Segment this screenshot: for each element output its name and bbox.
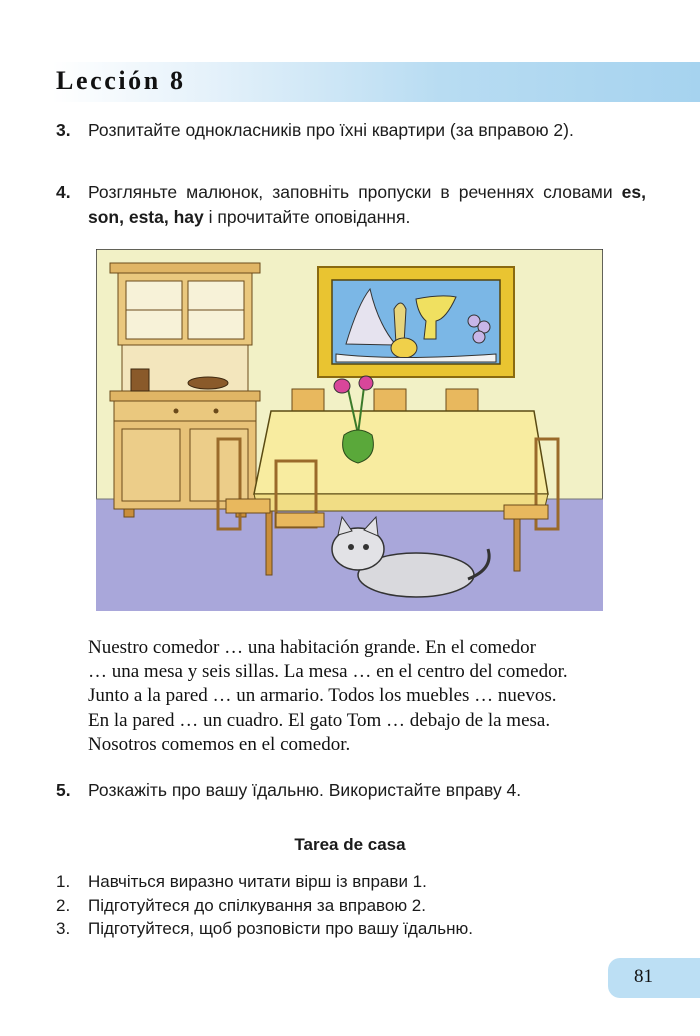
homework-list bbox=[56, 870, 646, 941]
homework-item-text: Підготуйтеся, щоб розповісти про вашу їдальню. bbox=[88, 919, 473, 938]
story-paragraph bbox=[88, 636, 648, 757]
exercise-text: Розкажіть про вашу їдальню. Використайте вправу 4. bbox=[88, 780, 522, 800]
exercise-5 bbox=[56, 778, 646, 803]
homework-item bbox=[56, 894, 646, 918]
homework-item-number: 1. bbox=[56, 872, 71, 891]
exercise-number: 4. bbox=[56, 182, 71, 202]
exercise-text-before: Розгляньте малюнок, заповніть пропуски в реченнях словами bbox=[88, 182, 613, 202]
lesson-title: Lección 8 bbox=[56, 66, 186, 95]
story-line: Junto a la pared … un armario. Todos los muebles … nuevos. bbox=[88, 685, 557, 707]
exercise-4 bbox=[56, 180, 646, 230]
homework-item-number: 2. bbox=[56, 895, 71, 915]
story-line: En la pared … un cuadro. El gato Tom … debajo de la mesa. bbox=[88, 709, 551, 731]
exercise-text-after: і прочитайте оповідання. bbox=[208, 207, 411, 227]
exercise-3 bbox=[56, 118, 646, 143]
dining-room-illustration bbox=[96, 249, 603, 611]
homework-item bbox=[56, 870, 646, 894]
homework-item-number: 3. bbox=[56, 919, 71, 938]
homework-title: Tarea de casa bbox=[294, 835, 406, 854]
exercise-text: Розпитайте однокласників про їхні квартири (за вправою 2). bbox=[88, 120, 574, 140]
homework-item bbox=[56, 917, 646, 941]
story-line: Nuestro comedor … una habitación grande. En el comedor bbox=[88, 637, 536, 658]
painting bbox=[318, 267, 514, 377]
exercise-number: 3. bbox=[56, 120, 71, 140]
cupboard bbox=[110, 263, 260, 517]
exercise-keywords: es, son, esta, hay bbox=[88, 182, 646, 227]
exercise-text bbox=[88, 180, 646, 230]
homework-item-text: Підготуйтеся до спілкування за вправою 2. bbox=[88, 895, 426, 915]
exercise-number: 5. bbox=[56, 780, 71, 800]
story-line: Nosotros comemos en el comedor. bbox=[88, 733, 351, 755]
story-line: … una mesa y seis sillas. La mesa … en el centro del comedor. bbox=[88, 661, 568, 683]
page-number: 81 bbox=[634, 966, 653, 987]
page-number-tab bbox=[608, 958, 700, 998]
chairs-back bbox=[292, 389, 478, 411]
homework-item-text: Навчіться виразно читати вірш із вправи 1. bbox=[88, 872, 427, 891]
